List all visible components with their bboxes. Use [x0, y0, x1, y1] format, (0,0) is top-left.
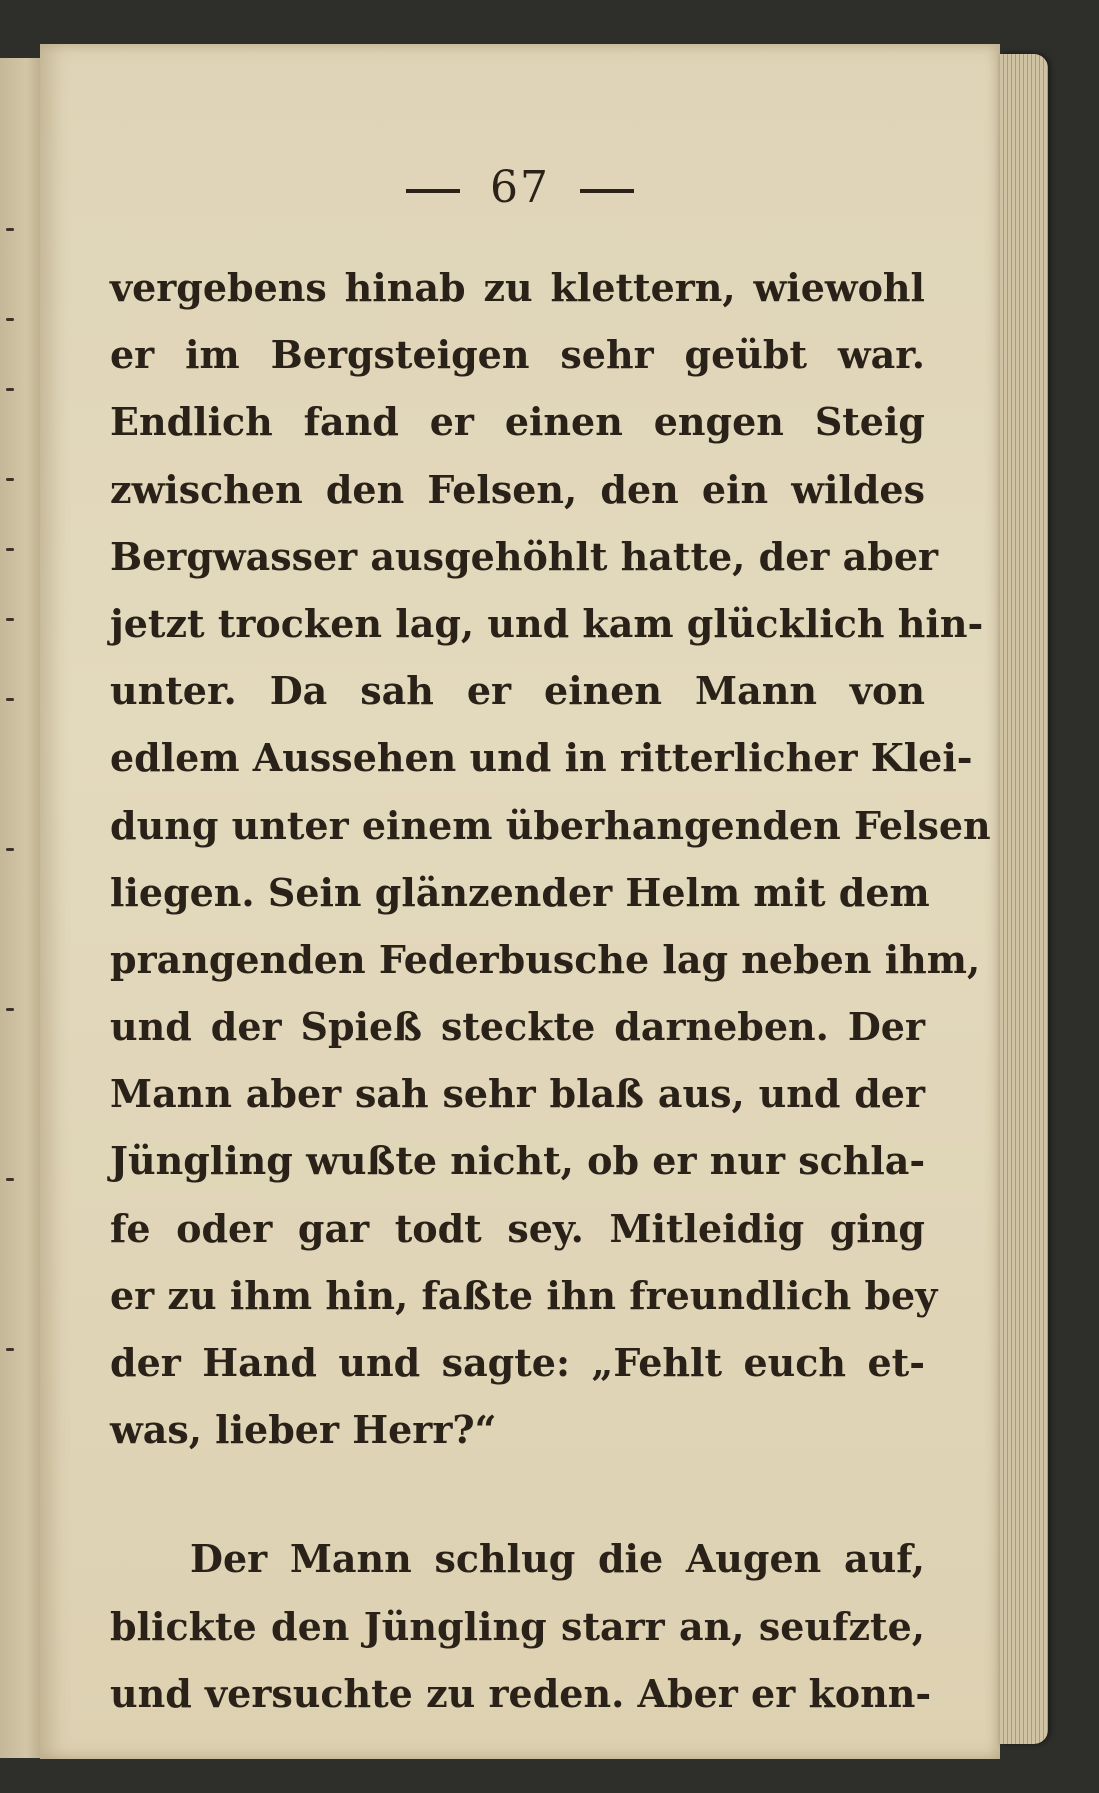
text-line: Bergwasser ausgehöhlt hatte, der aber	[110, 533, 939, 579]
text-line: fe oder gar todt sey. Mitleidig ging	[110, 1205, 925, 1251]
ink-mark	[6, 618, 14, 621]
body-text	[110, 254, 991, 1727]
text-line: er zu ihm hin, faßte ihn freundlich bey	[110, 1272, 938, 1318]
page-number: 67	[490, 162, 550, 213]
ink-mark	[6, 1348, 14, 1351]
dash-right	[580, 189, 634, 193]
text-line: jetzt trocken lag, und kam glücklich hin-	[110, 600, 984, 646]
text-line: prangenden Federbusche lag neben ihm,	[110, 936, 981, 982]
ink-mark	[6, 318, 14, 321]
text-line: liegen. Sein glänzender Helm mit dem	[110, 869, 930, 915]
paragraph-2	[110, 1525, 925, 1592]
paragraph-1	[110, 254, 991, 1463]
text-line: dung unter einem überhangenden Felsen	[110, 802, 991, 848]
text-line: und der Spieß steckte darneben. Der	[110, 1004, 925, 1050]
text-line: blickte den Jüngling starr an, seufzte,	[110, 1603, 925, 1649]
text-line: Endlich fand er einen engen Steig	[110, 399, 925, 445]
ink-mark	[6, 388, 14, 391]
page-block-edge	[1000, 54, 1048, 1744]
text-line: was, lieber Herr?“	[110, 1407, 497, 1453]
ink-mark	[6, 848, 14, 851]
text-line: vergebens hinab zu klettern, wiewohl	[110, 265, 925, 310]
paragraph-gap	[110, 1463, 925, 1525]
page-number-header	[40, 162, 1000, 213]
text-line: der Hand und sagte: „Fehlt euch et-	[110, 1340, 925, 1385]
text-line: zwischen den Felsen, den ein wildes	[110, 466, 925, 512]
book-page	[40, 44, 1000, 1759]
text-line: und versuchte zu reden. Aber er konn-	[110, 1670, 932, 1716]
text-line: Jüngling wußte nicht, ob er nur schla-	[110, 1138, 926, 1184]
text-line: unter. Da sah er einen Mann von	[110, 668, 925, 714]
ink-mark	[6, 1178, 14, 1181]
ink-mark	[6, 548, 14, 551]
text-line: Mann aber sah sehr blaß aus, und der	[110, 1071, 925, 1117]
ink-mark	[6, 228, 14, 231]
ink-mark	[6, 478, 14, 481]
text-line: edlem Aussehen und in ritterlicher Klei-	[110, 735, 973, 781]
dash-left	[406, 189, 460, 193]
ink-mark	[6, 698, 14, 701]
text-line: er im Bergsteigen sehr geübt war.	[110, 332, 925, 378]
text-line: Der Mann schlug die Augen auf,	[190, 1536, 925, 1582]
ink-mark	[6, 1008, 14, 1011]
paragraph-2-continued	[110, 1593, 932, 1727]
